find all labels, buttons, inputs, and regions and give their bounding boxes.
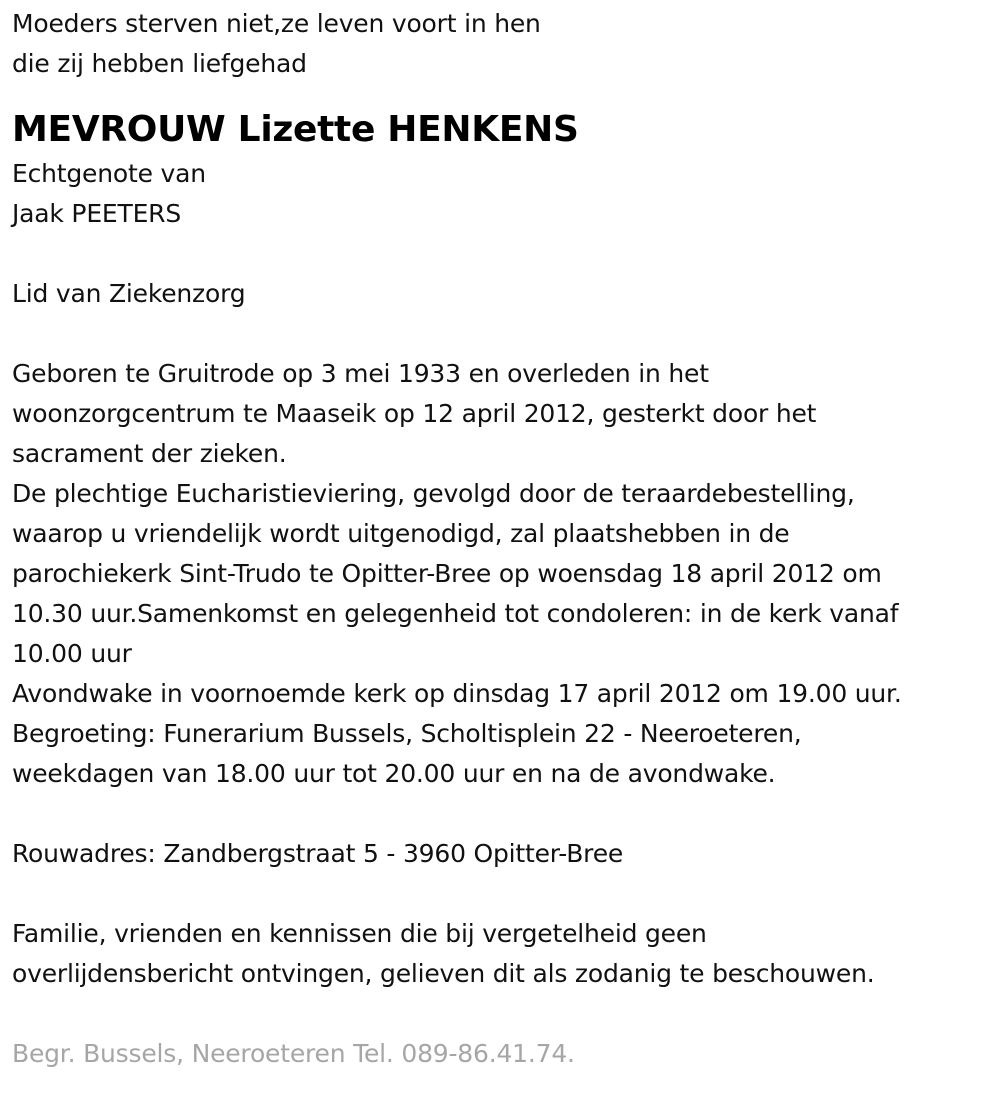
mourning-address: Rouwadres: Zandbergstraat 5 - 3960 Opitter-Bree [12,839,624,868]
notice-line: Familie, vrienden en kennissen die bij vergetelheid geen [12,919,707,948]
details-line: Geboren te Gruitrode op 3 mei 1933 en overleden in het [12,359,709,388]
poem-line: Moeders sterven niet,ze leven voort in hen [12,9,541,38]
notice-line: overlijdensbericht ontvingen, gelieven dit als zodanig te beschouwen. [12,959,875,988]
spacer [12,794,988,834]
spacer [12,314,988,354]
details-paragraph [12,354,988,794]
details-line: parochiekerk Sint-Trudo te Opitter-Bree op woensdag 18 april 2012 om [12,559,882,588]
poem-line: die zij hebben liefgehad [12,49,307,78]
membership: Lid van Ziekenzorg [12,279,246,308]
details-line: 10.30 uur.Samenkomst en gelegenheid tot condoleren: in de kerk vanaf [12,599,899,628]
deceased-name-title: MEVROUW Lizette HENKENS [12,109,579,150]
poem [12,4,988,84]
notice-paragraph [12,914,988,994]
details-line: weekdagen van 18.00 uur tot 20.00 uur en na de avondwake. [12,759,776,788]
details-line: sacrament der zieken. [12,439,287,468]
spouse-info [12,154,988,234]
details-line: 10.00 uur [12,639,132,668]
funeral-home-footer: Begr. Bussels, Neeroeteren Tel. 089-86.41.74. [12,1039,575,1068]
spouse-name: Jaak PEETERS [12,199,182,228]
details-line: woonzorgcentrum te Maaseik op 12 april 2012, gesterkt door het [12,399,817,428]
spacer [12,234,988,274]
details-line: Begroeting: Funerarium Bussels, Scholtisplein 22 - Neeroeteren, [12,719,802,748]
spacer [12,994,988,1034]
details-line: waarop u vriendelijk wordt uitgenodigd, zal plaatshebben in de [12,519,790,548]
details-line: Avondwake in voornoemde kerk op dinsdag 17 april 2012 om 19.00 uur. [12,679,902,708]
spouse-label: Echtgenote van [12,159,206,188]
details-line: De plechtige Eucharistieviering, gevolgd door de teraardebestelling, [12,479,855,508]
spacer [12,874,988,914]
